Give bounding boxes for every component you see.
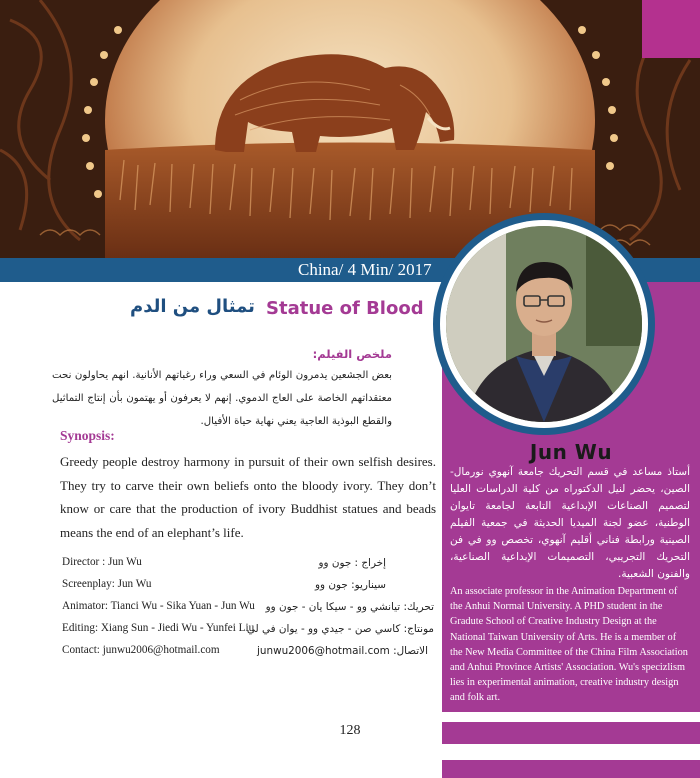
director-portrait [446, 226, 642, 422]
page-number: 128 [339, 723, 361, 738]
director-bio-english: An associate professor in the Animation Department of the Anhui Normal University. A PHD student in the Gradute School of Creative Industry Design at the National Taiwan University of Arts. He is a member of the New Media Committee of the China Film Association and Anhui Province Artists' Association. Wu's specizlism lies in experimental animation, creative industry design and folk art. [450, 586, 688, 704]
film-info: China/ 4 Min/ 2017 [298, 260, 432, 279]
credit-editing: Editing: Xiang Sun - Jiedi Wu - Yunfei Liu [62, 622, 255, 634]
credit-contact: Contact: junwu2006@hotmail.com [62, 644, 220, 656]
director-name: Jun Wu [529, 440, 613, 464]
credit-screenplay: Screenplay: Jun Wu [62, 578, 152, 590]
sand-art-elephant-image [0, 0, 700, 258]
credit-editing-arabic: مونتاج: كاسي صن - جيدي وو - يوان في لي [246, 623, 434, 635]
synopsis-english: Greedy people destroy harmony in pursuit of their own selfish desires. They try to carve their own beliefs onto the bloody ivory. They don’t know or care that the production of ivory Buddhist statues and beads means the end of an elephant’s life. [60, 454, 436, 540]
decorative-band-2 [442, 760, 700, 778]
film-title-arabic: تمثال من الدم [130, 296, 255, 317]
director-bio-arabic: أستاذ مساعد في قسم التحريك جامعة آنهوي نورمال- الصين، يحضر لنيل الدكتوراه من كلية الدراسات العليا لتصميم الصناعات الإبداعية التابعة لجامعة تايوان الوطنية، عضو لجنة الميديا الحديثة في جمعية الفيلم الصينية ورابطة فناني أقليم آنهوي، تخصص وو في فن التحريك التجريبي، التصميمات الإبداعية الصناعية، والفنون الشعبية. [450, 466, 690, 580]
credit-animator-arabic: تحريك: تيانشي وو - سيكا يان - جون وو [265, 601, 434, 613]
decorative-corner-block [642, 0, 700, 58]
synopsis-arabic: بعض الجشعين يدمرون الوئام في السعي وراء رغباتهم الأنانية. انهم يحاولون نحت معتقداتهم الخاصة على العاج الدموي. إنهم لا يعرفون أو يهتمون بأن إنتاج التماثيل والقطع البوذية العاجية يعني نهاية حياة الأفيال. [52, 370, 392, 427]
synopsis-heading-arabic: ملخص الفيلم: [312, 347, 392, 361]
synopsis-heading-english: Synopsis: [60, 428, 115, 443]
hero-image [0, 0, 700, 258]
credit-screenplay-arabic: سيناريو: جون وو [315, 579, 386, 591]
credit-director-arabic: إخراج : جون وو [318, 557, 386, 569]
film-title-english: Statue of Blood [266, 298, 424, 319]
director-portrait-photo [446, 226, 642, 422]
credit-contact-arabic: الاتصال: junwu2006@hotmail.com [257, 645, 428, 657]
credit-animator: Animator: Tianci Wu - Sika Yuan - Jun Wu [62, 600, 255, 612]
credit-director: Director : Jun Wu [62, 556, 142, 568]
